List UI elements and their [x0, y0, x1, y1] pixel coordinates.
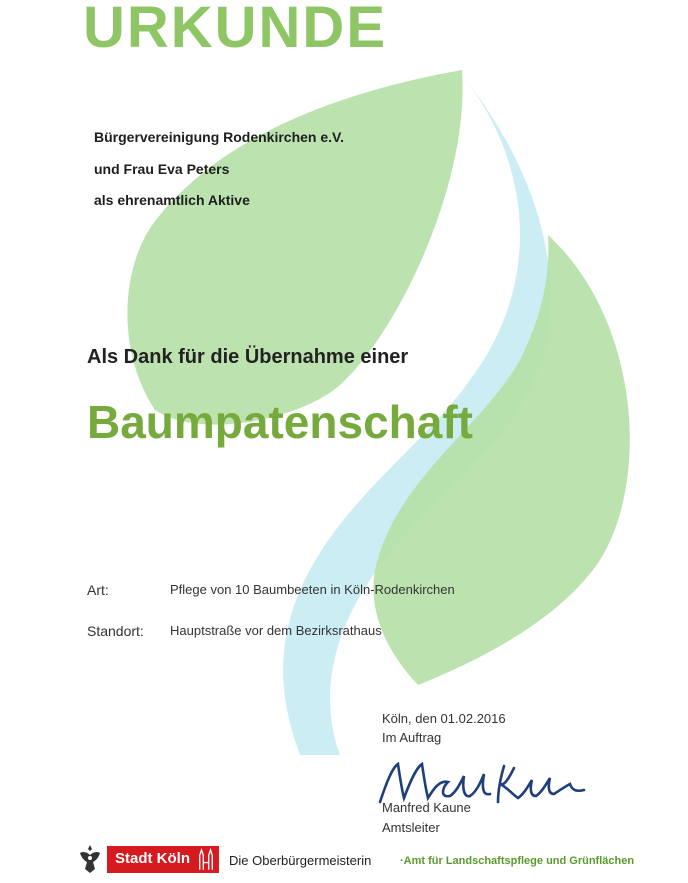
thanks-text: Als Dank für die Übernahme einer — [87, 346, 409, 368]
certificate-headline: Baumpatenschaft — [87, 396, 473, 448]
place-date: Köln, den 01.02.2016 — [382, 711, 506, 726]
recipient-line-2: und Frau Eva Peters — [94, 161, 230, 177]
logo-text: Stadt Köln — [115, 850, 190, 867]
detail-value-standort: Hauptstraße vor dem Bezirksrathaus — [170, 623, 382, 638]
left-leaf-shape — [127, 70, 462, 425]
detail-value-art: Pflege von 10 Baumbeeten in Köln-Rodenkirchen — [170, 582, 455, 597]
recipient-line-1: Bürgervereinigung Rodenkirchen e.V. — [94, 129, 344, 145]
eagle-crest-icon — [77, 843, 103, 875]
stadt-koeln-logo — [75, 843, 220, 875]
detail-label-standort: Standort: — [87, 623, 144, 639]
department-text: ·Amt für Landschaftspflege und Grünflächen — [400, 855, 635, 867]
detail-label-art: Art: — [87, 582, 109, 598]
handwritten-signature — [372, 754, 602, 814]
signatory-position: Amtsleiter — [382, 820, 440, 835]
recipient-line-3: als ehrenamtlich Aktive — [94, 192, 250, 208]
signatory-name: Manfred Kaune — [382, 800, 471, 815]
on-behalf-text: Im Auftrag — [382, 730, 442, 745]
cathedral-icon — [197, 848, 215, 870]
office-text: Die Oberbürgermeisterin — [229, 853, 372, 868]
certificate-title: URKUNDE — [83, 0, 387, 60]
